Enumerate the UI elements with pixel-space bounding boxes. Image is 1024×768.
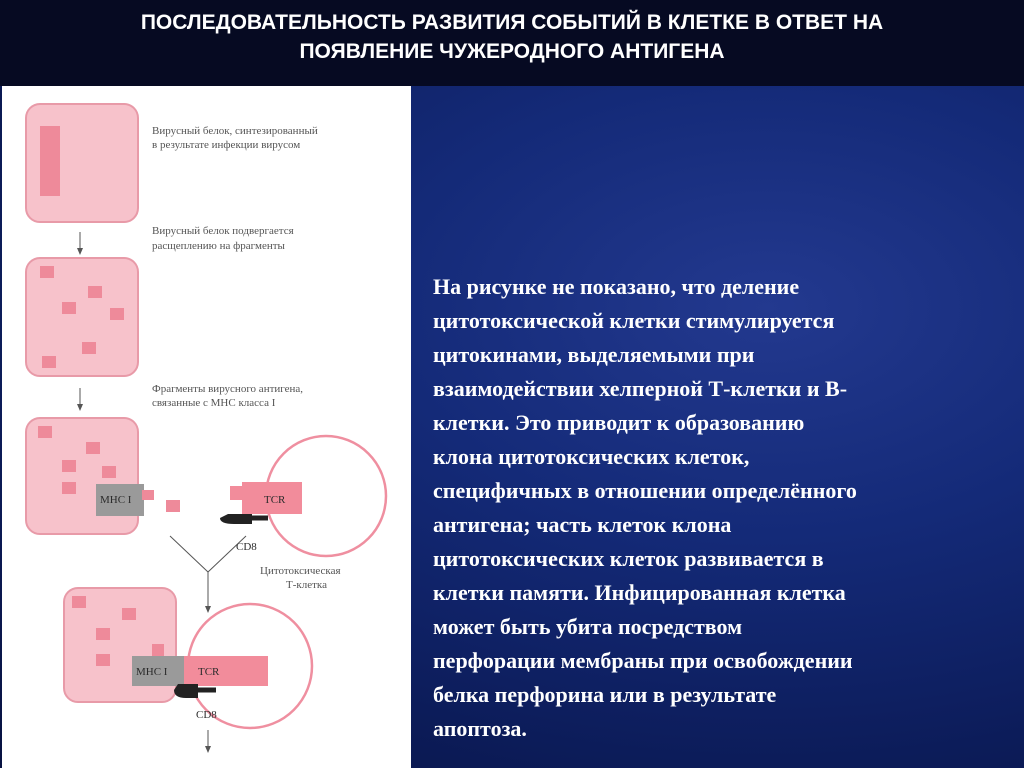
fragment — [62, 302, 76, 314]
fragment — [38, 426, 52, 438]
antigen-fragment — [142, 490, 154, 500]
cd8-label: CD8 — [196, 709, 217, 721]
fragment — [122, 608, 136, 620]
step1-caption-line2: в результате инфекции вирусом — [152, 139, 301, 151]
cd8-coreceptor — [174, 684, 198, 698]
diagram-panel — [2, 86, 411, 768]
step2-caption-line2: расщеплению на фрагменты — [152, 240, 285, 252]
fragment — [96, 654, 110, 666]
diagram-svg — [2, 86, 411, 768]
fragment — [40, 266, 54, 278]
fragment — [82, 342, 96, 354]
merge-arrow-head — [205, 606, 211, 613]
antigen-fragment — [166, 500, 180, 512]
viral-protein-strip — [40, 126, 60, 196]
fragment — [88, 286, 102, 298]
tcell-caption-line2: Т-клетка — [286, 579, 327, 591]
step3-caption-line2: связанные с МНС класса I — [152, 397, 276, 409]
tcr-label: TCR — [198, 666, 220, 678]
merge-line-right — [208, 536, 246, 572]
tcr-receptor-tip — [230, 486, 244, 500]
fragment — [110, 308, 124, 320]
slide-title: ПОСЛЕДОВАТЕЛЬНОСТЬ РАЗВИТИЯ СОБЫТИЙ В КЛЕТКЕ В ОТВЕТ НА ПОЯВЛЕНИЕ ЧУЖЕРОДНОГО АНТИГЕНА — [140, 11, 884, 63]
tcr-label: TCR — [264, 494, 286, 506]
step2-caption-line1: Вирусный белок подвергается — [152, 225, 294, 237]
step1-caption-line1: Вирусный белок, синтезированный — [152, 125, 318, 137]
tcr-receptor — [184, 656, 268, 686]
fragment — [86, 442, 100, 454]
cd8-coreceptor — [220, 514, 252, 524]
arrow-2-head — [77, 404, 83, 411]
fragment — [72, 596, 86, 608]
fragment — [42, 356, 56, 368]
mhc-label: МНС I — [100, 494, 132, 506]
merge-line-left — [170, 536, 208, 572]
arrow-final-head — [205, 746, 211, 753]
description-text: На рисунке не показано, что деление цитотоксической клетки стимулируется цитокинами, выделяемыми при взаимодействии хелперной Т-клетки и В- клетки. Это приводит к образованию клона цитотоксических клеток, специфичных в отношении определённого антигена; часть клеток клона цитотоксических клеток развивается в клетки памяти. Инфицированная клетка может быть убита посредством перфорации мембраны при освобождении белка перфорина или в результате апоптоза. — [433, 274, 857, 741]
fragment — [96, 628, 110, 640]
title-bar — [0, 0, 1024, 86]
fragment — [102, 466, 116, 478]
mhc-label: МНС I — [136, 666, 168, 678]
fragment — [152, 644, 164, 656]
tcell-caption-line1: Цитотоксическая — [260, 565, 341, 577]
step3-caption-line1: Фрагменты вирусного антигена, — [152, 383, 304, 395]
cd8-label: CD8 — [236, 541, 257, 553]
fragment — [62, 460, 76, 472]
fragment — [62, 482, 76, 494]
arrow-1-head — [77, 248, 83, 255]
